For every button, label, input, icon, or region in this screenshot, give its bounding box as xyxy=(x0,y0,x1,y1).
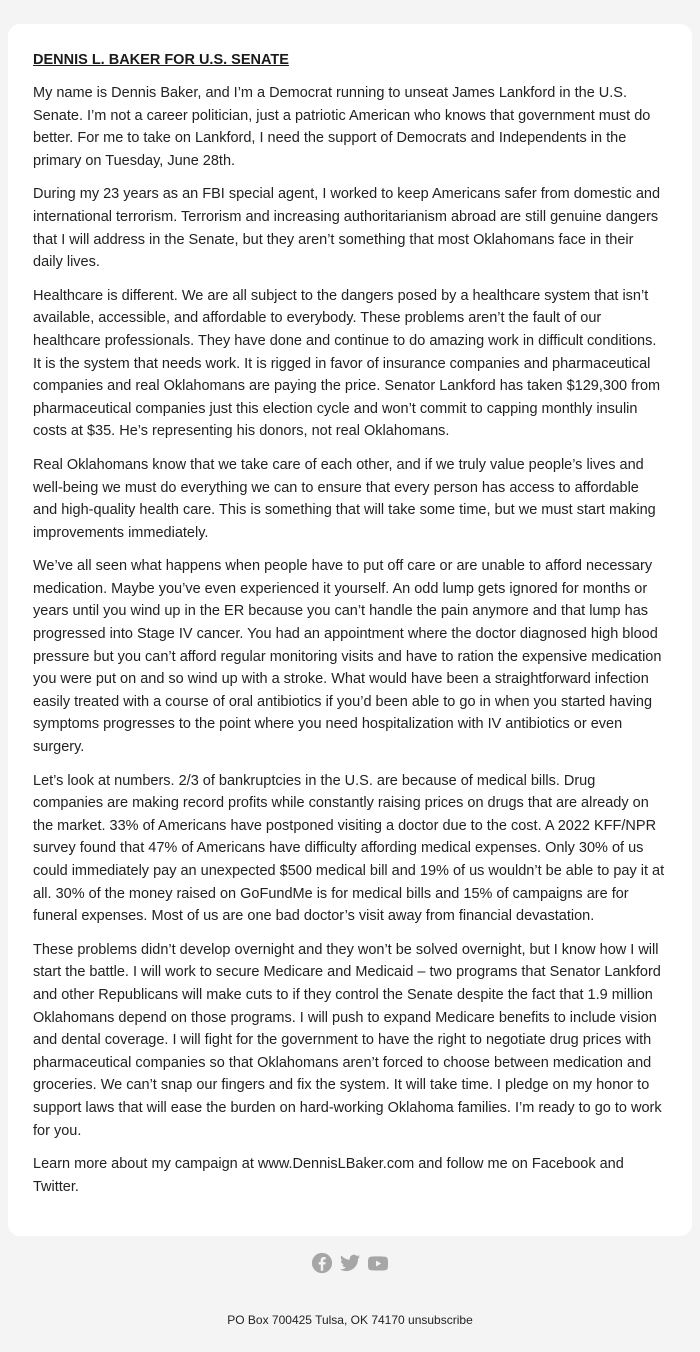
paragraph-fbi: During my 23 years as an FBI special agent, I worked to keep Americans safer from domestic and international terrorism. Terrorism and increasing authoritarianism abroad are still genuine dangers that I will address in the Senate, but they aren’t something that most Oklahomans face in their daily lives. xyxy=(33,186,661,271)
paragraph-plan: These problems didn’t develop overnight and they won’t be solved overnight, but I know how I will start the battle. I will work to secure Medicare and Medicaid – two programs that Senator Lankford and other Republicans will make cuts to if they control the Senate despite the fact that 1.9 million Oklahomans depend on those programs. I will push to expand Medicare benefits to include vision and dental coverage. I will fight for the government to have the right to negotiate drug prices with pharmaceutical companies so that Oklahomans aren’t forced to choose between medication and groceries. We can’t snap our fingers and fix the system. It will take time. I pledge on my honor to support laws that will ease the burden on hard-working Oklahoma families. I’m ready to go to work for you. xyxy=(33,941,662,1139)
paragraph-delayed-care: We’ve all seen what happens when people have to put off care or are unable to afford necessary medication. Maybe you’ve even experienced it yourself. An odd lump gets ignored for months or years until you wind up in the ER because you can’t handle the pain anymore and that lump has progressed into Stage IV cancer. You had an appointment where the doctor diagnosed high blood pressure but you can’t afford regular monitoring visits and have to ration the expensive medication you were put on and so wind up with a stroke. What would have been a straightforward infection easily treated with a course of oral antibiotics if you’d been able to go in when you started having symptoms progresses to the point where you need hospitalization with IV antibiotics or even surgery. xyxy=(33,558,662,756)
paragraph-healthcare: Healthcare is different. We are all subject to the dangers posed by a healthcare system that isn’t available, accessible, and affordable to everybody. These problems aren’t the fault of our healthcare professionals. They have done and continue to do amazing work in difficult conditions. It is the system that needs work. It is rigged in favor of insurance companies and pharmaceutical companies and real Oklahomans are paying the price. Senator Lankford has taken $129,300 from pharmaceutical companies just this election cycle and won’t commit to capping monthly insulin costs at $35. He’s representing his donors, not real Oklahomans. xyxy=(33,287,661,440)
social-links xyxy=(0,1252,700,1276)
paragraph-numbers: Let’s look at numbers. 2/3 of bankruptcies in the U.S. are because of medical bills. Drug companies are making record profits while constantly raising prices on drugs that are already on the market. 33% of Americans have postponed visiting a doctor due to the cost. A 2022 KFF/NPR survey found that 47% of Americans have difficulty affording medical expenses. Only 30% of us could immediately pay an unexpected $500 medical bill and 19% of us wouldn’t be able to pay it at all. 30% of the money raised on GoFundMe is for medical bills and 15% of campaigns are for funeral expenses. Most of us are one bad doctor’s visit away from financial devastation. xyxy=(33,772,665,925)
twitter-link[interactable] xyxy=(339,1252,361,1274)
email-card xyxy=(8,24,692,1236)
facebook-link[interactable] xyxy=(311,1252,333,1274)
unsubscribe-link[interactable]: unsubscribe xyxy=(408,1313,473,1327)
email-title: DENNIS L. BAKER FOR U.S. SENATE xyxy=(33,52,289,68)
youtube-icon xyxy=(367,1252,389,1274)
youtube-link[interactable] xyxy=(367,1252,389,1274)
paragraph-real-oklahomans: Real Oklahomans know that we take care of each other, and if we truly value people’s lives and well-being we must do everything we can to ensure that every person has access to affordable and high-quality health care. This is something that will take some time, but we must start making improvements immediately. xyxy=(33,456,656,541)
facebook-icon xyxy=(311,1252,333,1274)
paragraph-learn-more: Learn more about my campaign at www.DennisLBaker.com and follow me on Facebook and Twitter. xyxy=(33,1156,624,1195)
twitter-icon xyxy=(339,1252,361,1274)
paragraph-intro: My name is Dennis Baker, and I’m a Democrat running to unseat James Lankford in the U.S. Senate. I’m not a career politician, just a patriotic American who knows that government must do better. For me to take on Lankford, I need the support of Democrats and Independents in the primary on Tuesday, June 28th. xyxy=(33,85,651,169)
mailing-address: PO Box 700425 Tulsa, OK 74170 xyxy=(227,1313,405,1327)
footer-address xyxy=(0,1312,700,1328)
